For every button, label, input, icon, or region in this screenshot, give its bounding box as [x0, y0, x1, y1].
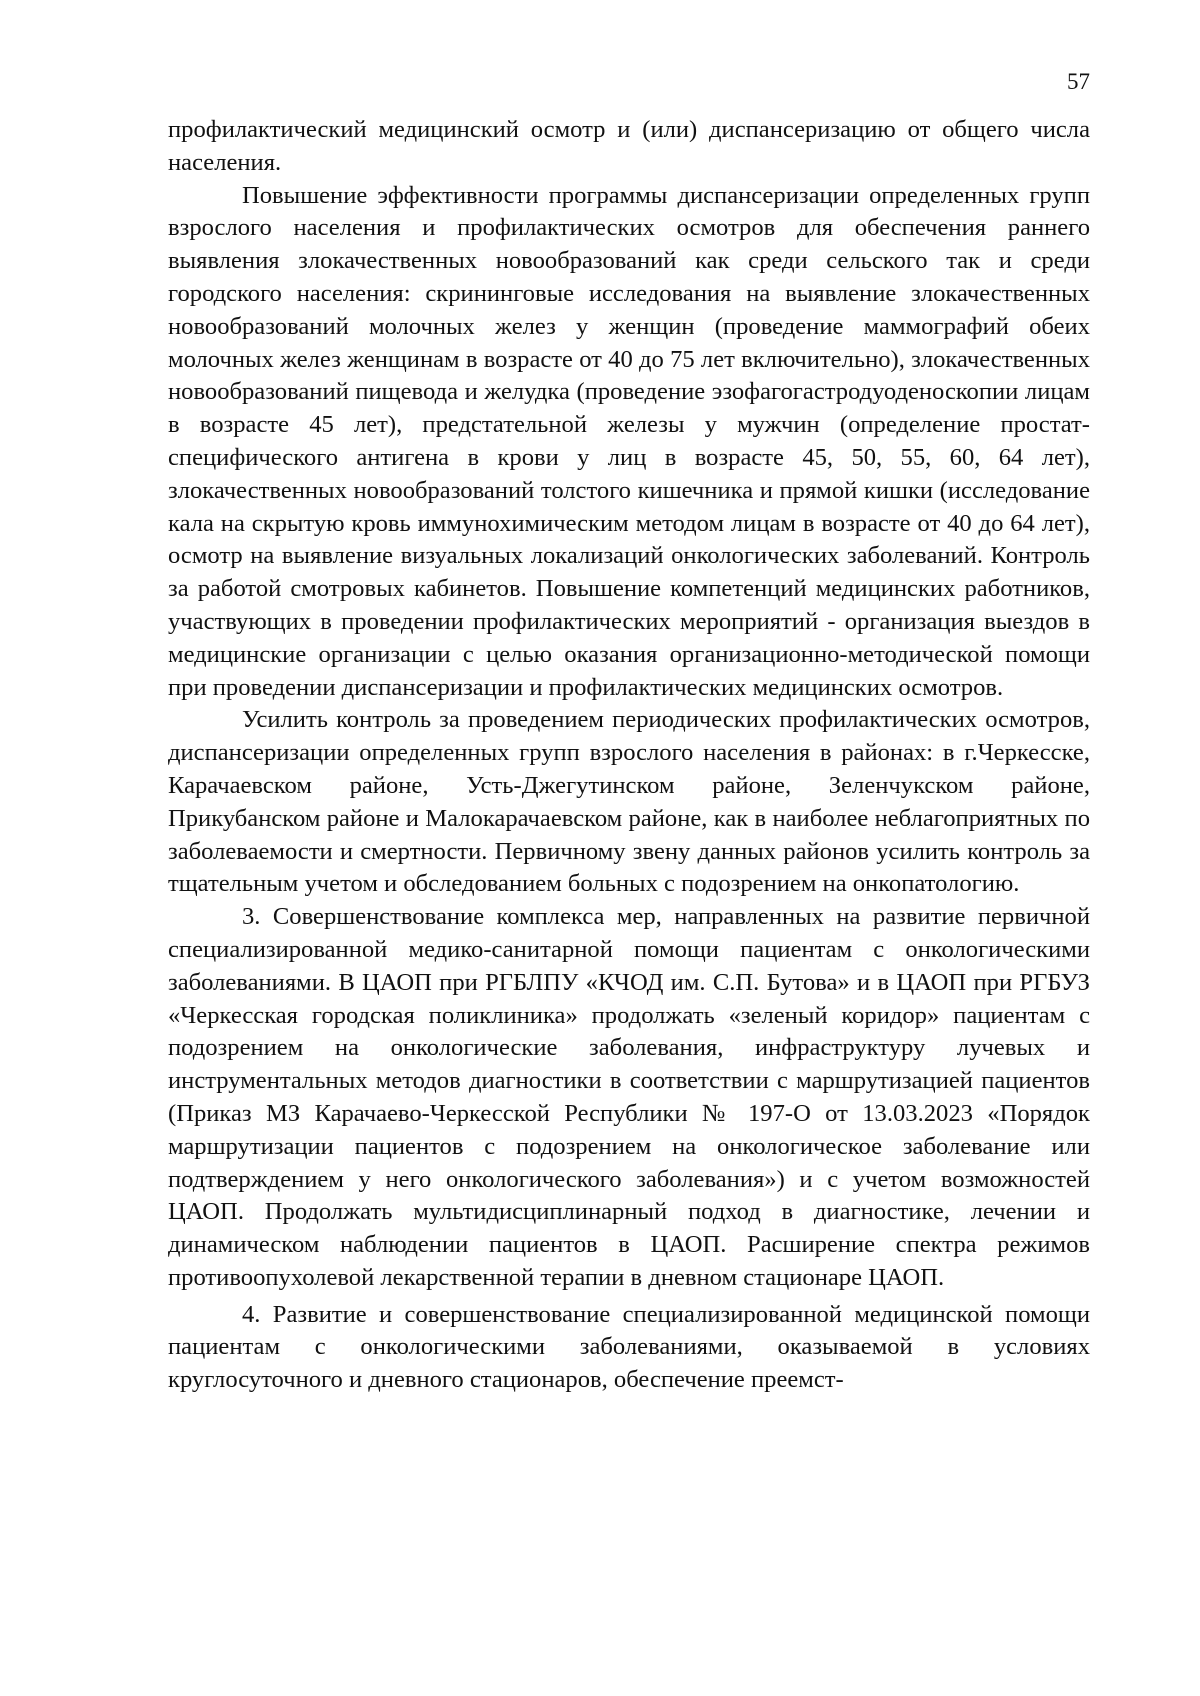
paragraph-item-3: 3. Совершенствование комплекса мер, направленных на развитие первичной специализированной медико-санитарной помощи пациентам с онкологическими заболеваниями. В ЦАОП при РГБЛПУ «КЧОД им. С.П. Бутова» и в ЦАОП при РГБУЗ «Черкесская городская поликлиника» продолжать «зеленый коридор» пациентам с подозрением на онкологические заболевания, инфраструктуру лучевых и инструментальных методов диагностики в соответствии с маршрутизацией пациентов (Приказ МЗ Карачаево-Черкесской Республики № 197-О от 13.03.2023 «Порядок маршрутизации пациентов с подозрением на онкологическое заболевание или подтверждением у него онкологического заболевания») и с учетом возможностей ЦАОП. Продолжать мультидисциплинарный подход в диагностике, лечении и динамическом наблюдении пациентов в ЦАОП. Расширение спектра режимов противоопухолевой лекарственной терапии в дневном стационаре ЦАОП.: [168, 903, 1090, 1291]
document-body: [168, 114, 1090, 1397]
paragraph-continuation: профилактический медицинский осмотр и (или) диспансеризацию от общего числа населения.: [168, 116, 1090, 176]
paragraph-control: Усилить контроль за проведением периодических профилактических осмотров, диспансеризации определенных групп взрослого населения в районах: в г.Черкесске, Карачаевском районе, Усть-Джегутинском районе, Зеленчукском районе, Прикубанском районе и Малокарачаевском районе, как в наиболее неблагоприятных по заболеваемости и смертности. Первичному звену данных районов усилить контроль за тщательным учетом и обследованием больных с подозрением на онкопатологию.: [168, 706, 1090, 898]
paragraph-screening: Повышение эффективности программы диспансеризации определенных групп взрослого населения и профилактических осмотров для обеспечения раннего выявления злокачественных новообразований как среди сельского так и среди городского населения: скрининговые исследования на выявление злокачественных новообразований молочных желез у женщин (проведение маммографий обеих молочных желез женщинам в возрасте от 40 до 75 лет включительно), злокачественных новообразований пищевода и желудка (проведение эзофагогастродуоденоскопии лицам в возрасте 45 лет), предстательной железы у мужчин (определение простат-специфического антигена в крови у лиц в возрасте 45, 50, 55, 60, 64 лет), злокачественных новообразований толстого кишечника и прямой кишки (исследование кала на скрытую кровь иммунохимическим методом лицам в возрасте от 40 до 64 лет), осмотр на выявление визуальных локализаций онкологических заболеваний. Контроль за работой смотровых кабинетов. Повышение компетенций медицинских работников, участвующих в проведении профилактических мероприятий - организация выездов в медицинские организации с целью оказания организационно-методической помощи при проведении диспансеризации и профилактических медицинских осмотров.: [168, 181, 1090, 701]
page-number: 57: [1067, 69, 1090, 94]
paragraph-item-4: 4. Развитие и совершенствование специализированной медицинской помощи пациентам с онкологическими заболеваниями, оказываемой в условиях круглосуточного и дневного стационаров, обеспечение преемст-: [168, 1300, 1090, 1394]
